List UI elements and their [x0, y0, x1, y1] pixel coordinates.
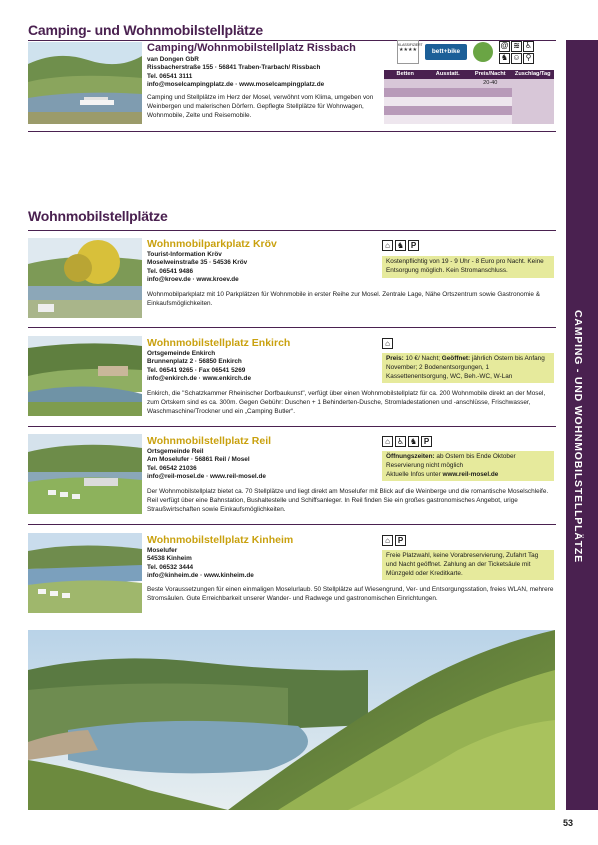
table-header-surcharge: Zuschlag/Tag [514, 71, 551, 77]
eco-badge-icon [473, 42, 493, 62]
side-tab-label: CAMPING - UND WOHNMOBILSTELLPLÄTZE [572, 310, 584, 563]
reil-photo [28, 434, 142, 514]
home-icon: ⌂ [382, 338, 393, 349]
reil-phone: Tel. 06542 21036 [147, 464, 197, 472]
table-header-equipment: Ausstatt. [435, 71, 460, 77]
kroev-address [147, 251, 377, 285]
wheelchair-icon: ♿ [524, 41, 533, 50]
table-header-beds: Betten [396, 71, 414, 77]
camping-description: Camping und Stellplätze im Herz der Mosel, verwöhnt vom Klima, umgeben von Weinbergen und malerischen Dörfern. Gepflegte Stellplätze für Wohnwagen, Wohnmobile, Zelte und Reisemobile. [147, 94, 374, 119]
reil-street: Am Moselufer · 56861 Reil / Mosel [147, 456, 250, 464]
camping-web[interactable]: info@moselcampingplatz.de · www.moselcampingplatz.de [147, 81, 325, 89]
kinheim-address [147, 547, 377, 581]
reil-web[interactable]: info@reil-mosel.de · www.reil-mosel.de [147, 473, 266, 481]
kinheim-note: Freie Platzwahl, keine Vorabreservierung, Zufahrt Tag und Nacht geöffnet. Zahlung an der Ticketsäule mit Münzgeld oder Kreditkarte. [382, 550, 554, 580]
camping-amenity-icons [499, 41, 534, 64]
children-icon: ☺ [512, 53, 521, 62]
reil-note: Öffnungszeiten: ab Ostern bis Ende Oktober Reservierung nicht möglich Aktuelle Infos unter www.reil-mosel.de [382, 451, 554, 481]
dog-icon: ♞ [409, 436, 418, 446]
moselle-landscape-photo [28, 630, 555, 810]
entry-title-kinheim: Wohnmobilstellplatz Kinheim [147, 534, 294, 546]
camping-name: Camping/Wohnmobilstellplatz Rissbach [147, 42, 356, 54]
parking-icon: P [421, 436, 432, 447]
reil-description: Der Wohnmobilstellplatz bietet ca. 70 Stellplätze und liegt direkt am Moselufer mit Blick auf die Weinberge und die romantische Moselschleife. Reil verfügt über eine Bahnstation, Bushaltestelle und Schiffsanleger. In Reil finden Sie ein großes gastronomisches Angebot, urige Straußwirtschaften sowie Einkaufsmöglichkeiten. [147, 488, 549, 513]
reil-org: Ortsgemeinde Reil [147, 448, 204, 455]
kroev-description: Wohnmobilparkplatz mit 10 Parkplätzen für Wohnmobile in erster Reihe zur Mosel. Zentrale Lage, Nähe Ortszentrum sowie Gastronomie & Einkaufsmöglichkeiten. [147, 291, 540, 307]
parking-icon: P [408, 240, 419, 251]
kroev-org: Tourist-Information Kröv [147, 251, 222, 258]
camping-photo [28, 42, 142, 124]
classified-stars-logo: KLASSIFIZIERT ★★★★ [397, 40, 419, 64]
enkirch-description: Enkirch, die "Schatzkammer Rheinischer Dorfbaukunst", verfügt über einen Wohnmobilstellplatz für ca. 200 Wohnmobile direkt an der Mosel, zum Ortskern sind es ca. 300m. Gegen Gebühr: Duschen + 1 Behinderten-Dusche, Stromladestationen und -anschlüsse, Frischwasser, Waschmaschine/Trockner und ein „Camping Butler“. [147, 390, 546, 415]
enkirch-icons [382, 338, 393, 349]
price-value: 20-40 [469, 79, 512, 88]
entry-title-kroev: Wohnmobilparkplatz Kröv [147, 238, 277, 250]
camping-street: Rissbacherstraße 155 · 56841 Traben-Trarbach/ Rissbach [147, 64, 321, 72]
enkirch-note: Preis: 10 €/ Nacht; Geöffnet: jährlich Ostern bis Anfang November; 2 Bodenentsorgungen, 1 Kassettenentsorgung, WC, Beh.-WC, W-Lan [382, 353, 554, 383]
reil-icons [382, 436, 432, 447]
dog-icon: ♞ [396, 240, 405, 250]
kinheim-web[interactable]: info@kinheim.de · www.kinheim.de [147, 572, 254, 580]
side-tab [566, 40, 598, 810]
camping-owner: van Dongen GbR [147, 56, 199, 63]
home-icon: ⌂ [382, 240, 393, 251]
home-icon: ⌂ [382, 535, 393, 546]
enkirch-web[interactable]: info@enkirch.de · www.enkirch.de [147, 375, 252, 383]
kinheim-org: Moselufer [147, 547, 178, 554]
kinheim-photo [28, 533, 142, 613]
divider [28, 131, 556, 132]
kroev-web[interactable]: info@kroev.de · www.kroev.de [147, 276, 239, 284]
bett-bike-logo: bett+bike [425, 44, 467, 60]
camping-price-table [384, 70, 554, 124]
section-title-motorhome: Wohnmobilstellplätze [28, 208, 168, 224]
kinheim-icons [382, 535, 406, 546]
dog-icon: ♞ [500, 53, 509, 62]
enkirch-org: Ortsgemeinde Enkirch [147, 350, 216, 357]
section-title-camping: Camping- und Wohnmobilstellplätze [28, 22, 264, 38]
kinheim-street: 54538 Kinheim [147, 555, 192, 563]
divider [28, 524, 556, 525]
home-icon: ⌂ [382, 436, 393, 447]
kinheim-phone: Tel. 06532 3444 [147, 563, 194, 571]
entry-title-enkirch: Wohnmobilstellplatz Enkirch [147, 337, 291, 349]
entry-title-reil: Wohnmobilstellplatz Reil [147, 435, 272, 447]
kinheim-description: Beste Voraussetzungen für einen einmaligen Moselurlaub. 50 Stellplätze auf Wiesengrund, Ver- und Entsorgungsstation, freies WLAN, mehrere Stromsäulen. Gute Erreichbarkeit unserer Wander- und Radwege und gastronomischen Einrichtungen. [147, 586, 554, 602]
bike-icon: ⚲ [523, 53, 534, 64]
enkirch-phone: Tel. 06541 9265 · Fax 06541 5269 [147, 366, 246, 374]
kroev-street: Moselweinstraße 35 · 54536 Kröv [147, 259, 248, 267]
divider [28, 327, 556, 328]
kroev-phone: Tel. 06541 9486 [147, 267, 194, 275]
enkirch-street: Brunnenplatz 2 · 56850 Enkirch [147, 358, 242, 366]
reil-address [147, 448, 377, 482]
camping-address [147, 56, 377, 90]
divider [28, 230, 556, 231]
wifi-icon: ≋ [511, 41, 522, 52]
parking-icon: P [395, 535, 406, 546]
table-header-price: Preis/Nacht [474, 71, 506, 77]
kroev-icons [382, 240, 419, 251]
kroev-photo [28, 238, 142, 318]
camping-phone: Tel. 06541 3111 [147, 72, 193, 80]
camping-logos [397, 40, 534, 64]
page-number: 53 [563, 818, 574, 828]
kroev-note: Kostenpflichtig von 19 - 9 Uhr - 8 Euro pro Nacht. Keine Entsorgung möglich. Kein Stromanschluss. [382, 256, 554, 278]
at-icon: @ [500, 41, 509, 50]
enkirch-photo [28, 336, 142, 416]
divider [28, 426, 556, 427]
enkirch-address [147, 350, 377, 384]
wheelchair-icon: ♿ [396, 436, 405, 446]
